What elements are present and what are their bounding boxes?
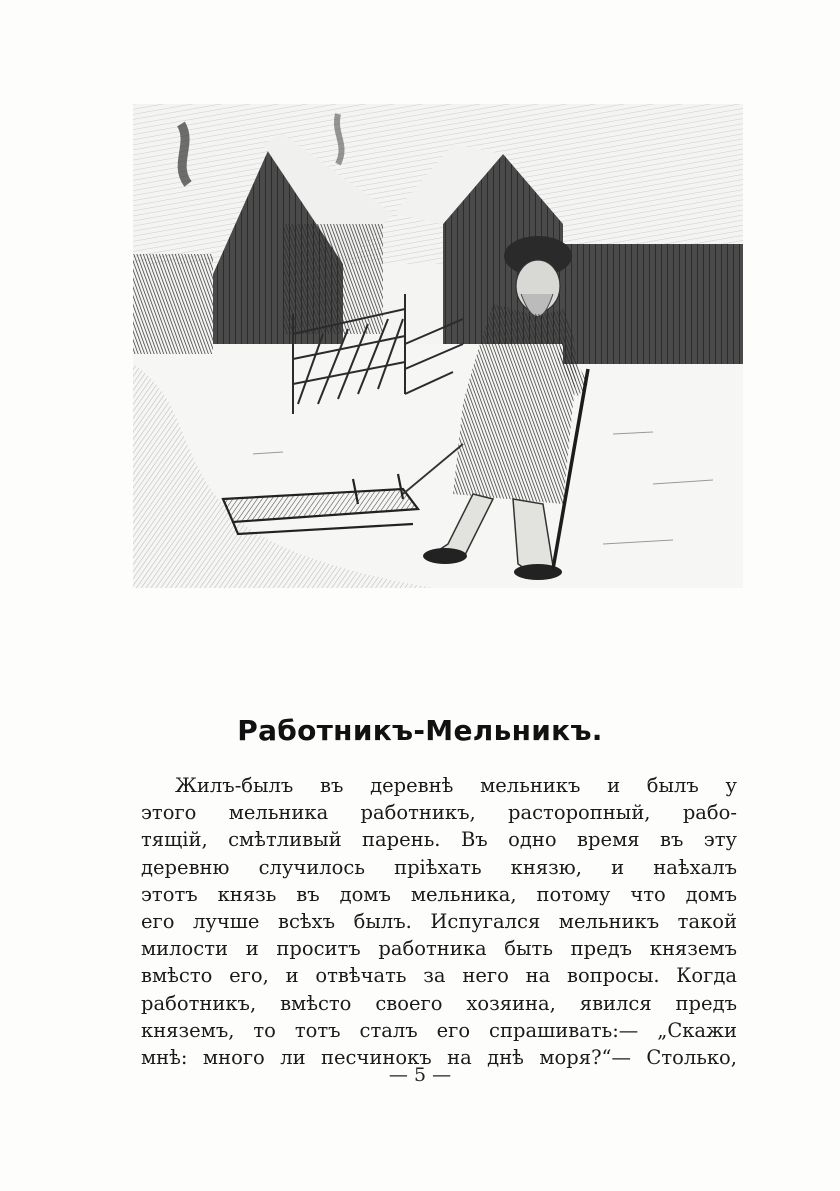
illustration	[133, 104, 743, 588]
story-text	[141, 772, 737, 1071]
text-line: этого мельника работникъ, расторопный, рабо-	[141, 801, 737, 825]
wooden-fence-wall	[563, 244, 743, 364]
text-line: работникъ, вмѣсто своего хозяина, явился предъ	[141, 991, 737, 1015]
text-line: вмѣсто его, и отвѣчать за него на вопросы. Когда	[141, 964, 737, 988]
page-number: — 5 —	[388, 1064, 452, 1086]
text-line: княземъ, то тотъ сталъ его спрашивать:— „Скажи	[141, 1018, 737, 1042]
chimney-smoke	[181, 124, 188, 184]
text-line: Жилъ-былъ въ деревнѣ мельникъ и былъ у	[175, 774, 737, 797]
text-line: мнѣ: много ли песчинокъ на днѣ моря?“— Столько,	[141, 1045, 737, 1069]
illustration-drawing	[133, 104, 743, 588]
story-title: Работникъ-Мельникъ.	[237, 713, 603, 747]
background-trees	[133, 254, 213, 354]
text-line: этотъ князь въ домъ мельника, потому что домъ	[141, 882, 737, 906]
text-line: тящій, смѣтливый парень. Въ одно время въ эту	[141, 828, 737, 852]
text-line: милости и проситъ работника быть предъ княземъ	[141, 937, 737, 961]
text-line: деревню случилось пріѣхать князю, и наѣхалъ	[141, 855, 737, 879]
text-line: его лучше всѣхъ былъ. Испугался мельникъ такой	[141, 909, 737, 933]
